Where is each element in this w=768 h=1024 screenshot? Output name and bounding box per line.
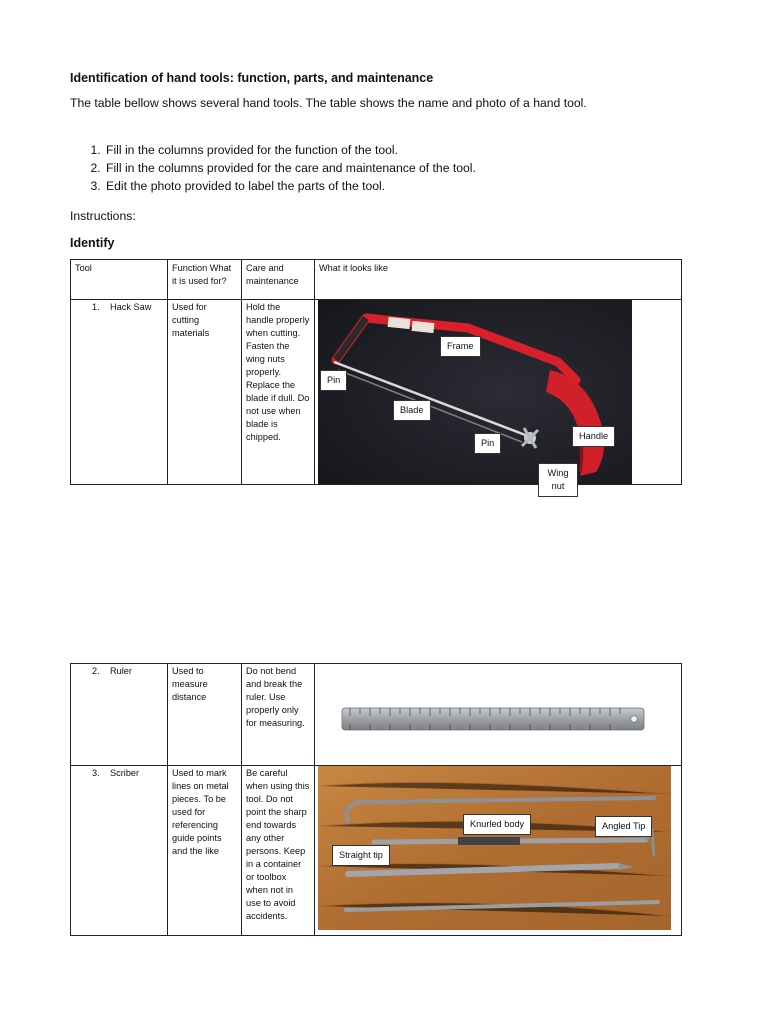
step-item: 1. Fill in the columns provided for the function of the tool. (104, 141, 476, 159)
row-number: 3. (92, 768, 100, 778)
table-rule (314, 663, 315, 936)
instructions-label: Instructions: (70, 209, 136, 223)
table-rule (70, 663, 71, 936)
label-straight-tip: Straight tip (332, 845, 390, 866)
tool-function: Used to measure distance (172, 666, 208, 702)
table-rule (167, 663, 168, 936)
steps-list (70, 141, 476, 195)
step-item: 2. Fill in the columns provided for the care and maintenance of the tool. (104, 159, 476, 177)
label-knurled-body: Knurled body (463, 814, 531, 835)
ruler-illustration (318, 664, 680, 764)
header-care: Care and maintenance (246, 263, 299, 286)
identify-heading: Identify (70, 236, 115, 250)
intro-paragraph: The table bellow shows several hand tools. The table shows the name and photo of a hand tool. (70, 96, 587, 110)
label-angled-tip: Angled Tip (595, 816, 652, 837)
table-rule (70, 259, 71, 485)
table-rule (167, 259, 168, 485)
step-item: 3. Edit the photo provided to label the parts of the tool. (104, 177, 476, 195)
table-rule (70, 259, 682, 260)
tool-name: Ruler (110, 666, 132, 676)
table-rule (681, 663, 682, 936)
table-rule (681, 259, 682, 485)
table-rule (241, 259, 242, 485)
label-blade: Blade (393, 400, 431, 421)
tool-name: Hack Saw (110, 302, 152, 312)
tool-care: Do not bend and break the ruler. Use properly only for measuring. (246, 666, 305, 728)
table-rule (70, 484, 682, 485)
tool-function: Used for cutting materials (172, 302, 210, 338)
tool-care: Be careful when using this tool. Do not point the sharp end towards any other persons. Keep in a container or toolbox when not in use to avoid accidents. (246, 768, 310, 921)
table-rule (70, 935, 682, 936)
row-number: 2. (92, 666, 100, 676)
hacksaw-illustration (318, 300, 632, 484)
label-pin: Pin (474, 433, 501, 454)
hacksaw-photo (318, 300, 632, 484)
ruler-photo (318, 664, 680, 764)
tool-function: Used to mark lines on metal pieces. To be used for referencing guide points and the like (172, 768, 229, 856)
header-looks: What it looks like (319, 263, 388, 273)
label-frame: Frame (440, 336, 481, 357)
document-title: Identification of hand tools: function, parts, and maintenance (70, 71, 434, 85)
header-function: Function What it is used for? (172, 263, 232, 286)
tool-name: Scriber (110, 768, 140, 778)
label-pin: Pin (320, 370, 347, 391)
table-rule (314, 259, 315, 485)
table-rule (241, 663, 242, 936)
tool-care: Hold the handle properly when cutting. Fasten the wing nuts properly. Replace the blade if dull. Do not use when blade is chipped. (246, 302, 310, 442)
label-wing-nut: Wing nut (538, 463, 578, 497)
label-handle: Handle (572, 426, 615, 447)
header-tool: Tool (75, 263, 92, 273)
row-number: 1. (92, 302, 100, 312)
